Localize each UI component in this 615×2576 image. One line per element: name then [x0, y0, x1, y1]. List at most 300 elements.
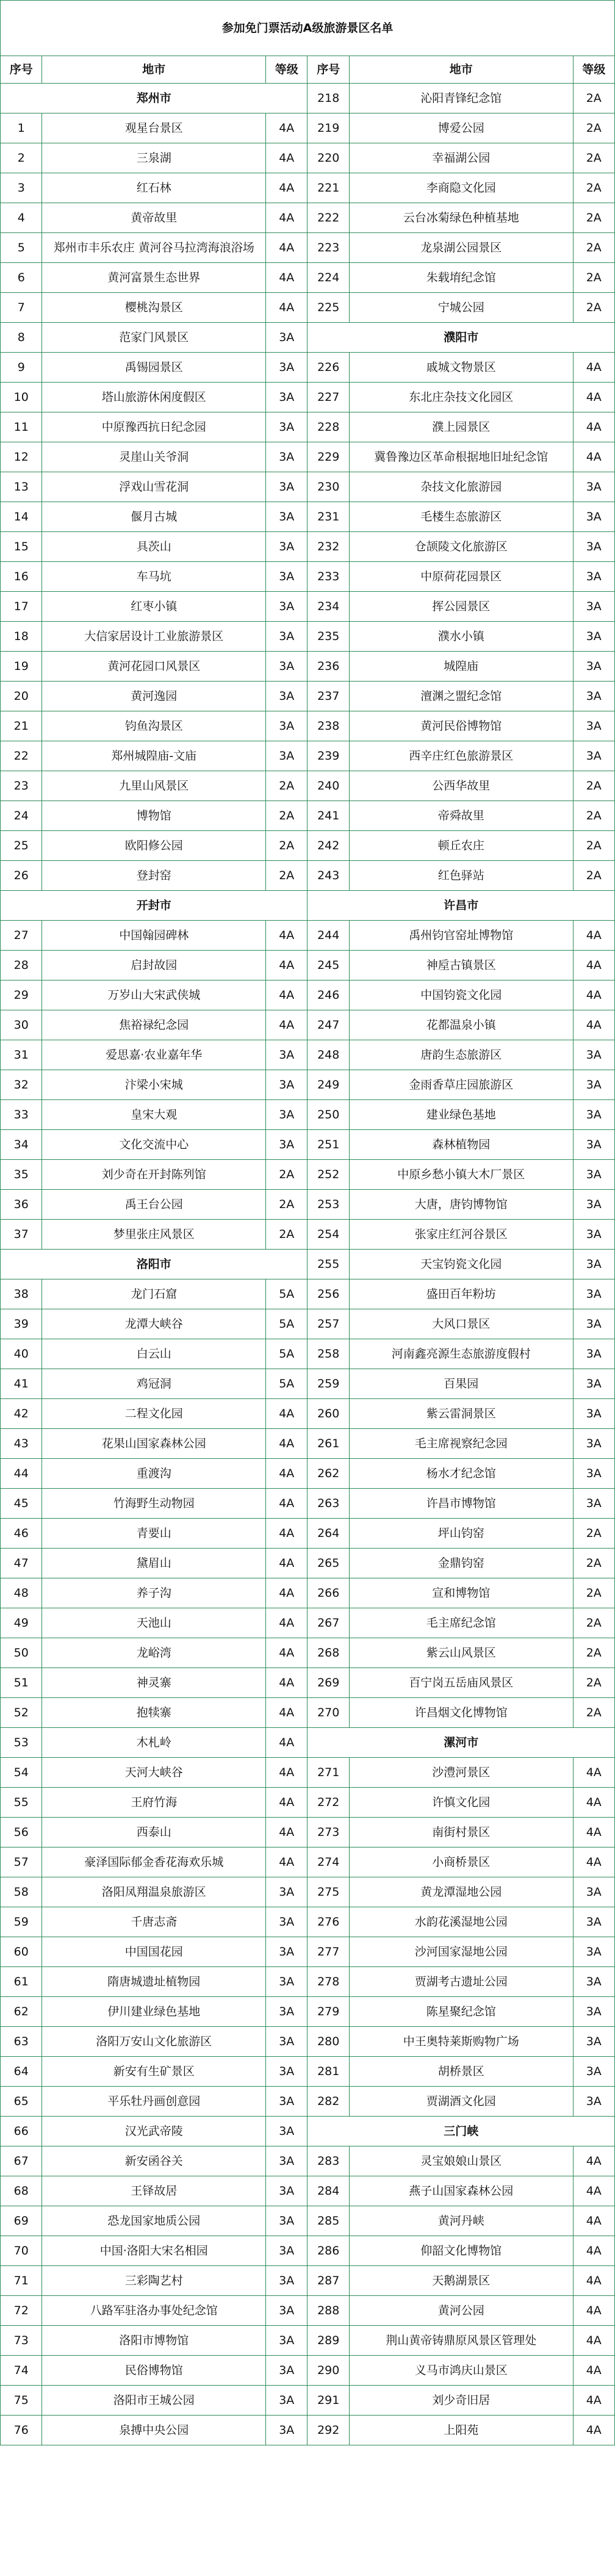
row-index: 241	[308, 801, 349, 831]
row-index: 2	[1, 143, 42, 173]
spot-name: 花果山国家森林公园	[42, 1429, 266, 1459]
spot-name: 民俗博物馆	[42, 2356, 266, 2386]
row-index: 223	[308, 233, 349, 263]
row-index: 39	[1, 1309, 42, 1339]
table-row	[1, 1309, 615, 1339]
spot-grade: 2A	[573, 831, 615, 861]
spot-grade: 2A	[573, 233, 615, 263]
row-index: 19	[1, 652, 42, 682]
table-row	[1, 951, 615, 980]
row-index: 51	[1, 1668, 42, 1698]
spot-name: 博物馆	[42, 801, 266, 831]
row-index: 49	[1, 1608, 42, 1638]
row-index: 275	[308, 1877, 349, 1907]
table-row	[1, 1369, 615, 1399]
table-row	[1, 1758, 615, 1788]
row-index: 15	[1, 532, 42, 562]
spot-name: 幸福湖公园	[349, 143, 573, 173]
row-index: 75	[1, 2386, 42, 2416]
row-index: 6	[1, 263, 42, 293]
spot-grade: 3A	[266, 353, 308, 383]
row-index: 47	[1, 1549, 42, 1578]
row-index: 288	[308, 2296, 349, 2326]
table-row	[1, 2087, 615, 2117]
row-index: 269	[308, 1668, 349, 1698]
row-index: 16	[1, 562, 42, 592]
spot-grade: 4A	[266, 1818, 308, 1847]
spot-name: 贾湖考古遗址公园	[349, 1967, 573, 1997]
spot-grade: 2A	[573, 293, 615, 323]
spot-name: 龙潭大峡谷	[42, 1309, 266, 1339]
row-index: 12	[1, 442, 42, 472]
row-index: 274	[308, 1847, 349, 1877]
spot-name: 毛主席纪念馆	[349, 1608, 573, 1638]
row-index: 1	[1, 113, 42, 143]
spot-name: 竹海野生动物园	[42, 1489, 266, 1519]
spot-grade: 4A	[266, 1010, 308, 1040]
row-index: 69	[1, 2206, 42, 2236]
spot-grade: 4A	[573, 1847, 615, 1877]
spot-grade: 3A	[573, 1429, 615, 1459]
spot-name: 灵宝娘娘山景区	[349, 2146, 573, 2176]
row-index: 253	[308, 1190, 349, 1220]
spot-grade: 4A	[266, 233, 308, 263]
spot-name: 义马市鸿庆山景区	[349, 2356, 573, 2386]
spot-name: 禹锡园景区	[42, 353, 266, 383]
row-index: 13	[1, 472, 42, 502]
spot-grade: 4A	[573, 412, 615, 442]
spot-name: 中国·洛阳大宋名相园	[42, 2236, 266, 2266]
row-index: 240	[308, 771, 349, 801]
row-index: 63	[1, 2027, 42, 2057]
row-index: 52	[1, 1698, 42, 1728]
city-section-header: 许昌市	[308, 891, 615, 921]
city-section-header: 郑州市	[1, 84, 308, 113]
row-index: 28	[1, 951, 42, 980]
row-index: 70	[1, 2236, 42, 2266]
spot-grade: 4A	[573, 2236, 615, 2266]
spot-name: 养子沟	[42, 1578, 266, 1608]
spot-name: 八路军驻洛办事处纪念馆	[42, 2296, 266, 2326]
row-index: 45	[1, 1489, 42, 1519]
spot-name: 毛楼生态旅游区	[349, 502, 573, 532]
spot-name: 燕子山国家森林公园	[349, 2176, 573, 2206]
row-index: 59	[1, 1907, 42, 1937]
row-index: 259	[308, 1369, 349, 1399]
row-index: 7	[1, 293, 42, 323]
table-row	[1, 1190, 615, 1220]
row-index: 231	[308, 502, 349, 532]
spot-name: 登封窑	[42, 861, 266, 891]
table-row	[1, 2296, 615, 2326]
spot-name: 刘少奇旧居	[349, 2386, 573, 2416]
row-index: 33	[1, 1100, 42, 1130]
row-index: 260	[308, 1399, 349, 1429]
spot-name: 宣和博物馆	[349, 1578, 573, 1608]
spot-grade: 4A	[573, 2266, 615, 2296]
row-index: 246	[308, 980, 349, 1010]
spot-grade: 3A	[573, 562, 615, 592]
row-index: 10	[1, 383, 42, 412]
spot-grade: 4A	[573, 1818, 615, 1847]
spot-name: 王府竹海	[42, 1788, 266, 1818]
spot-grade: 2A	[573, 1698, 615, 1728]
row-index: 62	[1, 1997, 42, 2027]
table-row	[1, 1698, 615, 1728]
table-row	[1, 1519, 615, 1549]
spot-grade: 4A	[266, 1549, 308, 1578]
spot-grade: 4A	[573, 2326, 615, 2356]
spot-name: 刘少奇在开封陈列馆	[42, 1160, 266, 1190]
spot-name: 文化交流中心	[42, 1130, 266, 1160]
table-row	[1, 323, 615, 353]
row-index: 292	[308, 2416, 349, 2445]
spot-name: 西泰山	[42, 1818, 266, 1847]
table-row	[1, 1010, 615, 1040]
row-index: 21	[1, 711, 42, 741]
spot-name: 坪山钧窑	[349, 1519, 573, 1549]
table-row	[1, 711, 615, 741]
spot-name: 爱思嘉·农业嘉年华	[42, 1040, 266, 1070]
spot-grade: 3A	[573, 532, 615, 562]
row-index: 283	[308, 2146, 349, 2176]
table-row	[1, 1459, 615, 1489]
table-row	[1, 1279, 615, 1309]
spot-grade: 2A	[573, 203, 615, 233]
header-grade-left: 等级	[266, 56, 308, 84]
row-index: 66	[1, 2117, 42, 2146]
row-index: 65	[1, 2087, 42, 2117]
spot-grade: 2A	[573, 1608, 615, 1638]
spot-grade: 3A	[573, 1489, 615, 1519]
spot-grade: 4A	[266, 263, 308, 293]
header-city-left: 地市	[42, 56, 266, 84]
spot-grade: 4A	[573, 1010, 615, 1040]
spot-grade: 3A	[266, 2176, 308, 2206]
spot-name: 杨水才纪念馆	[349, 1459, 573, 1489]
row-index: 255	[308, 1250, 349, 1279]
spot-name: 花都温泉小镇	[349, 1010, 573, 1040]
spot-name: 盛田百年粉坊	[349, 1279, 573, 1309]
spot-grade: 4A	[573, 980, 615, 1010]
row-index: 256	[308, 1279, 349, 1309]
spot-grade: 3A	[266, 2236, 308, 2266]
row-index: 41	[1, 1369, 42, 1399]
spot-name: 大风口景区	[349, 1309, 573, 1339]
spot-name: 龙峪湾	[42, 1638, 266, 1668]
spot-grade: 3A	[266, 2386, 308, 2416]
spot-grade: 4A	[266, 143, 308, 173]
spot-grade: 3A	[573, 1070, 615, 1100]
table-row	[1, 293, 615, 323]
spot-grade: 3A	[266, 2416, 308, 2445]
table-row	[1, 2356, 615, 2386]
spot-grade: 2A	[266, 801, 308, 831]
spot-name: 车马坑	[42, 562, 266, 592]
spot-grade: 4A	[266, 293, 308, 323]
spot-name: 平乐牡丹画创意园	[42, 2087, 266, 2117]
row-index: 73	[1, 2326, 42, 2356]
spot-grade: 4A	[266, 951, 308, 980]
table-row	[1, 622, 615, 652]
row-index: 284	[308, 2176, 349, 2206]
spot-grade: 2A	[573, 801, 615, 831]
spot-name: 泉搏中央公园	[42, 2416, 266, 2445]
spot-name: 河南鑫亮源生态旅游度假村	[349, 1339, 573, 1369]
spot-name: 黛眉山	[42, 1549, 266, 1578]
row-index: 281	[308, 2057, 349, 2087]
spot-name: 陈星聚纪念馆	[349, 1997, 573, 2027]
spot-name: 濮上园景区	[349, 412, 573, 442]
row-index: 221	[308, 173, 349, 203]
row-index: 55	[1, 1788, 42, 1818]
spot-grade: 2A	[266, 831, 308, 861]
spot-name: 李商隐文化园	[349, 173, 573, 203]
spot-grade: 2A	[573, 771, 615, 801]
row-index: 262	[308, 1459, 349, 1489]
table-row	[1, 442, 615, 472]
spot-name: 伊川建业绿色基地	[42, 1997, 266, 2027]
spot-grade: 4A	[266, 173, 308, 203]
spot-name: 大唐，唐钧博物馆	[349, 1190, 573, 1220]
spot-grade: 4A	[266, 1728, 308, 1758]
spot-name: 天河大峡谷	[42, 1758, 266, 1788]
city-section-header: 三门峡	[308, 2117, 615, 2146]
spot-name: 中国钧瓷文化园	[349, 980, 573, 1010]
spot-grade: 3A	[266, 2117, 308, 2146]
row-index: 289	[308, 2326, 349, 2356]
spot-grade: 2A	[573, 113, 615, 143]
spot-name: 黄帝故里	[42, 203, 266, 233]
spot-grade: 5A	[266, 1279, 308, 1309]
spot-name: 金雨香草庄园旅游区	[349, 1070, 573, 1100]
spot-grade: 2A	[266, 771, 308, 801]
spot-name: 禹州钧官窑址博物馆	[349, 921, 573, 951]
row-index: 222	[308, 203, 349, 233]
table-row	[1, 203, 615, 233]
table-row	[1, 173, 615, 203]
row-index: 224	[308, 263, 349, 293]
row-index: 11	[1, 412, 42, 442]
spot-grade: 3A	[266, 682, 308, 711]
row-index: 280	[308, 2027, 349, 2057]
spot-grade: 3A	[266, 1937, 308, 1967]
spot-name: 澶渊之盟纪念馆	[349, 682, 573, 711]
spot-name: 百果园	[349, 1369, 573, 1399]
spot-grade: 3A	[266, 1130, 308, 1160]
city-section-header: 濮阳市	[308, 323, 615, 353]
spot-name: 欧阳修公园	[42, 831, 266, 861]
row-index: 263	[308, 1489, 349, 1519]
spot-name: 恐龙国家地质公园	[42, 2206, 266, 2236]
spot-grade: 3A	[266, 1100, 308, 1130]
spot-name: 荆山黄帝铸鼎原风景区管理处	[349, 2326, 573, 2356]
row-index: 238	[308, 711, 349, 741]
spot-grade: 3A	[266, 711, 308, 741]
table-row	[1, 1399, 615, 1429]
spot-grade: 4A	[573, 2416, 615, 2445]
row-index: 278	[308, 1967, 349, 1997]
spot-grade: 3A	[266, 2146, 308, 2176]
table-row	[1, 1847, 615, 1877]
row-index: 36	[1, 1190, 42, 1220]
table-row	[1, 682, 615, 711]
spot-grade: 3A	[573, 1997, 615, 2027]
spot-name: 黄河公园	[349, 2296, 573, 2326]
table-row	[1, 921, 615, 951]
row-index: 46	[1, 1519, 42, 1549]
header-index-right: 序号	[308, 56, 349, 84]
spot-grade: 3A	[573, 652, 615, 682]
row-index: 40	[1, 1339, 42, 1369]
row-index: 270	[308, 1698, 349, 1728]
row-index: 48	[1, 1578, 42, 1608]
table-row	[1, 472, 615, 502]
spot-grade: 3A	[573, 1279, 615, 1309]
spot-name: 万岁山大宋武侠城	[42, 980, 266, 1010]
row-index: 9	[1, 353, 42, 383]
table-row	[1, 1668, 615, 1698]
row-index: 234	[308, 592, 349, 622]
header-grade-right: 等级	[573, 56, 615, 84]
table-row	[1, 1818, 615, 1847]
spot-grade: 4A	[266, 1608, 308, 1638]
row-index: 42	[1, 1399, 42, 1429]
spot-name: 隋唐城遗址植物园	[42, 1967, 266, 1997]
row-index: 245	[308, 951, 349, 980]
row-index: 228	[308, 412, 349, 442]
row-index: 261	[308, 1429, 349, 1459]
spot-name: 抱犊寨	[42, 1698, 266, 1728]
spot-name: 挥公园景区	[349, 592, 573, 622]
spot-grade: 4A	[266, 1788, 308, 1818]
table-row	[1, 383, 615, 412]
spot-grade: 4A	[266, 203, 308, 233]
row-index: 20	[1, 682, 42, 711]
spot-name: 白云山	[42, 1339, 266, 1369]
spot-name: 沁阳青锋纪念馆	[349, 84, 573, 113]
row-index: 50	[1, 1638, 42, 1668]
table-row	[1, 980, 615, 1010]
spot-grade: 3A	[266, 652, 308, 682]
spot-grade: 4A	[266, 1459, 308, 1489]
spot-name: 建业绿色基地	[349, 1100, 573, 1130]
spot-name: 观星台景区	[42, 113, 266, 143]
spot-name: 红色驿站	[349, 861, 573, 891]
spot-name: 冀鲁豫边区革命根据地旧址纪念馆	[349, 442, 573, 472]
spot-name: 汴梁小宋城	[42, 1070, 266, 1100]
spot-grade: 3A	[266, 622, 308, 652]
table-row	[1, 353, 615, 383]
spot-grade: 3A	[266, 2356, 308, 2386]
spot-grade: 3A	[266, 1040, 308, 1070]
spot-name: 紫云山风景区	[349, 1638, 573, 1668]
spot-grade: 3A	[266, 2266, 308, 2296]
spot-grade: 2A	[573, 84, 615, 113]
row-index: 244	[308, 921, 349, 951]
spot-grade: 3A	[573, 2057, 615, 2087]
spot-grade: 3A	[266, 2206, 308, 2236]
spot-name: 天鹅湖景区	[349, 2266, 573, 2296]
spot-name: 神垕古镇景区	[349, 951, 573, 980]
row-index: 232	[308, 532, 349, 562]
row-index: 220	[308, 143, 349, 173]
table-row	[1, 1937, 615, 1967]
spot-grade: 4A	[573, 921, 615, 951]
spot-name: 上阳苑	[349, 2416, 573, 2445]
spot-grade: 4A	[266, 1578, 308, 1608]
table-row	[1, 113, 615, 143]
table-row	[1, 532, 615, 562]
table-row	[1, 2236, 615, 2266]
table-row	[1, 233, 615, 263]
spot-name: 黄河民俗博物馆	[349, 711, 573, 741]
spot-name: 云台冰菊绿色种植基地	[349, 203, 573, 233]
row-index: 268	[308, 1638, 349, 1668]
spot-grade: 4A	[573, 951, 615, 980]
table-row	[1, 84, 615, 113]
spot-grade: 3A	[266, 502, 308, 532]
spot-grade: 4A	[573, 1788, 615, 1818]
spot-grade: 4A	[266, 1399, 308, 1429]
row-index: 8	[1, 323, 42, 353]
row-index: 25	[1, 831, 42, 861]
spot-grade: 2A	[266, 1190, 308, 1220]
spot-grade: 3A	[266, 442, 308, 472]
row-index: 236	[308, 652, 349, 682]
table-row	[1, 1638, 615, 1668]
spot-name: 仰韶文化博物馆	[349, 2236, 573, 2266]
spot-name: 张家庄红河谷景区	[349, 1220, 573, 1250]
spot-name: 皇宋大观	[42, 1100, 266, 1130]
spot-name: 黄河丹峡	[349, 2206, 573, 2236]
table-row	[1, 2206, 615, 2236]
spot-grade: 3A	[573, 1907, 615, 1937]
spot-grade: 4A	[573, 2386, 615, 2416]
spot-grade: 3A	[573, 1130, 615, 1160]
spot-name: 汉光武帝陵	[42, 2117, 266, 2146]
spot-name: 禹王台公园	[42, 1190, 266, 1220]
spot-grade: 2A	[573, 263, 615, 293]
spot-grade: 4A	[266, 1847, 308, 1877]
spot-name: 梦里张庄风景区	[42, 1220, 266, 1250]
table-row	[1, 2176, 615, 2206]
spot-name: 金鼎钧窑	[349, 1549, 573, 1578]
row-index: 251	[308, 1130, 349, 1160]
spot-grade: 3A	[266, 2326, 308, 2356]
spot-name: 黄龙潭湿地公园	[349, 1877, 573, 1907]
spot-grade: 3A	[573, 1220, 615, 1250]
spot-name: 朱载堉纪念馆	[349, 263, 573, 293]
spot-name: 龙门石窟	[42, 1279, 266, 1309]
spot-grade: 3A	[573, 592, 615, 622]
spot-name: 唐韵生态旅游区	[349, 1040, 573, 1070]
row-index: 60	[1, 1937, 42, 1967]
table-row	[1, 1549, 615, 1578]
row-index: 247	[308, 1010, 349, 1040]
spot-grade: 4A	[266, 1519, 308, 1549]
row-index: 18	[1, 622, 42, 652]
spot-name: 胡桥景区	[349, 2057, 573, 2087]
row-index: 17	[1, 592, 42, 622]
spot-grade: 3A	[573, 502, 615, 532]
row-index: 286	[308, 2236, 349, 2266]
spot-name: 王铎故居	[42, 2176, 266, 2206]
table-row	[1, 143, 615, 173]
spot-grade: 4A	[573, 2356, 615, 2386]
spot-name: 沙河国家湿地公园	[349, 1937, 573, 1967]
row-index: 219	[308, 113, 349, 143]
